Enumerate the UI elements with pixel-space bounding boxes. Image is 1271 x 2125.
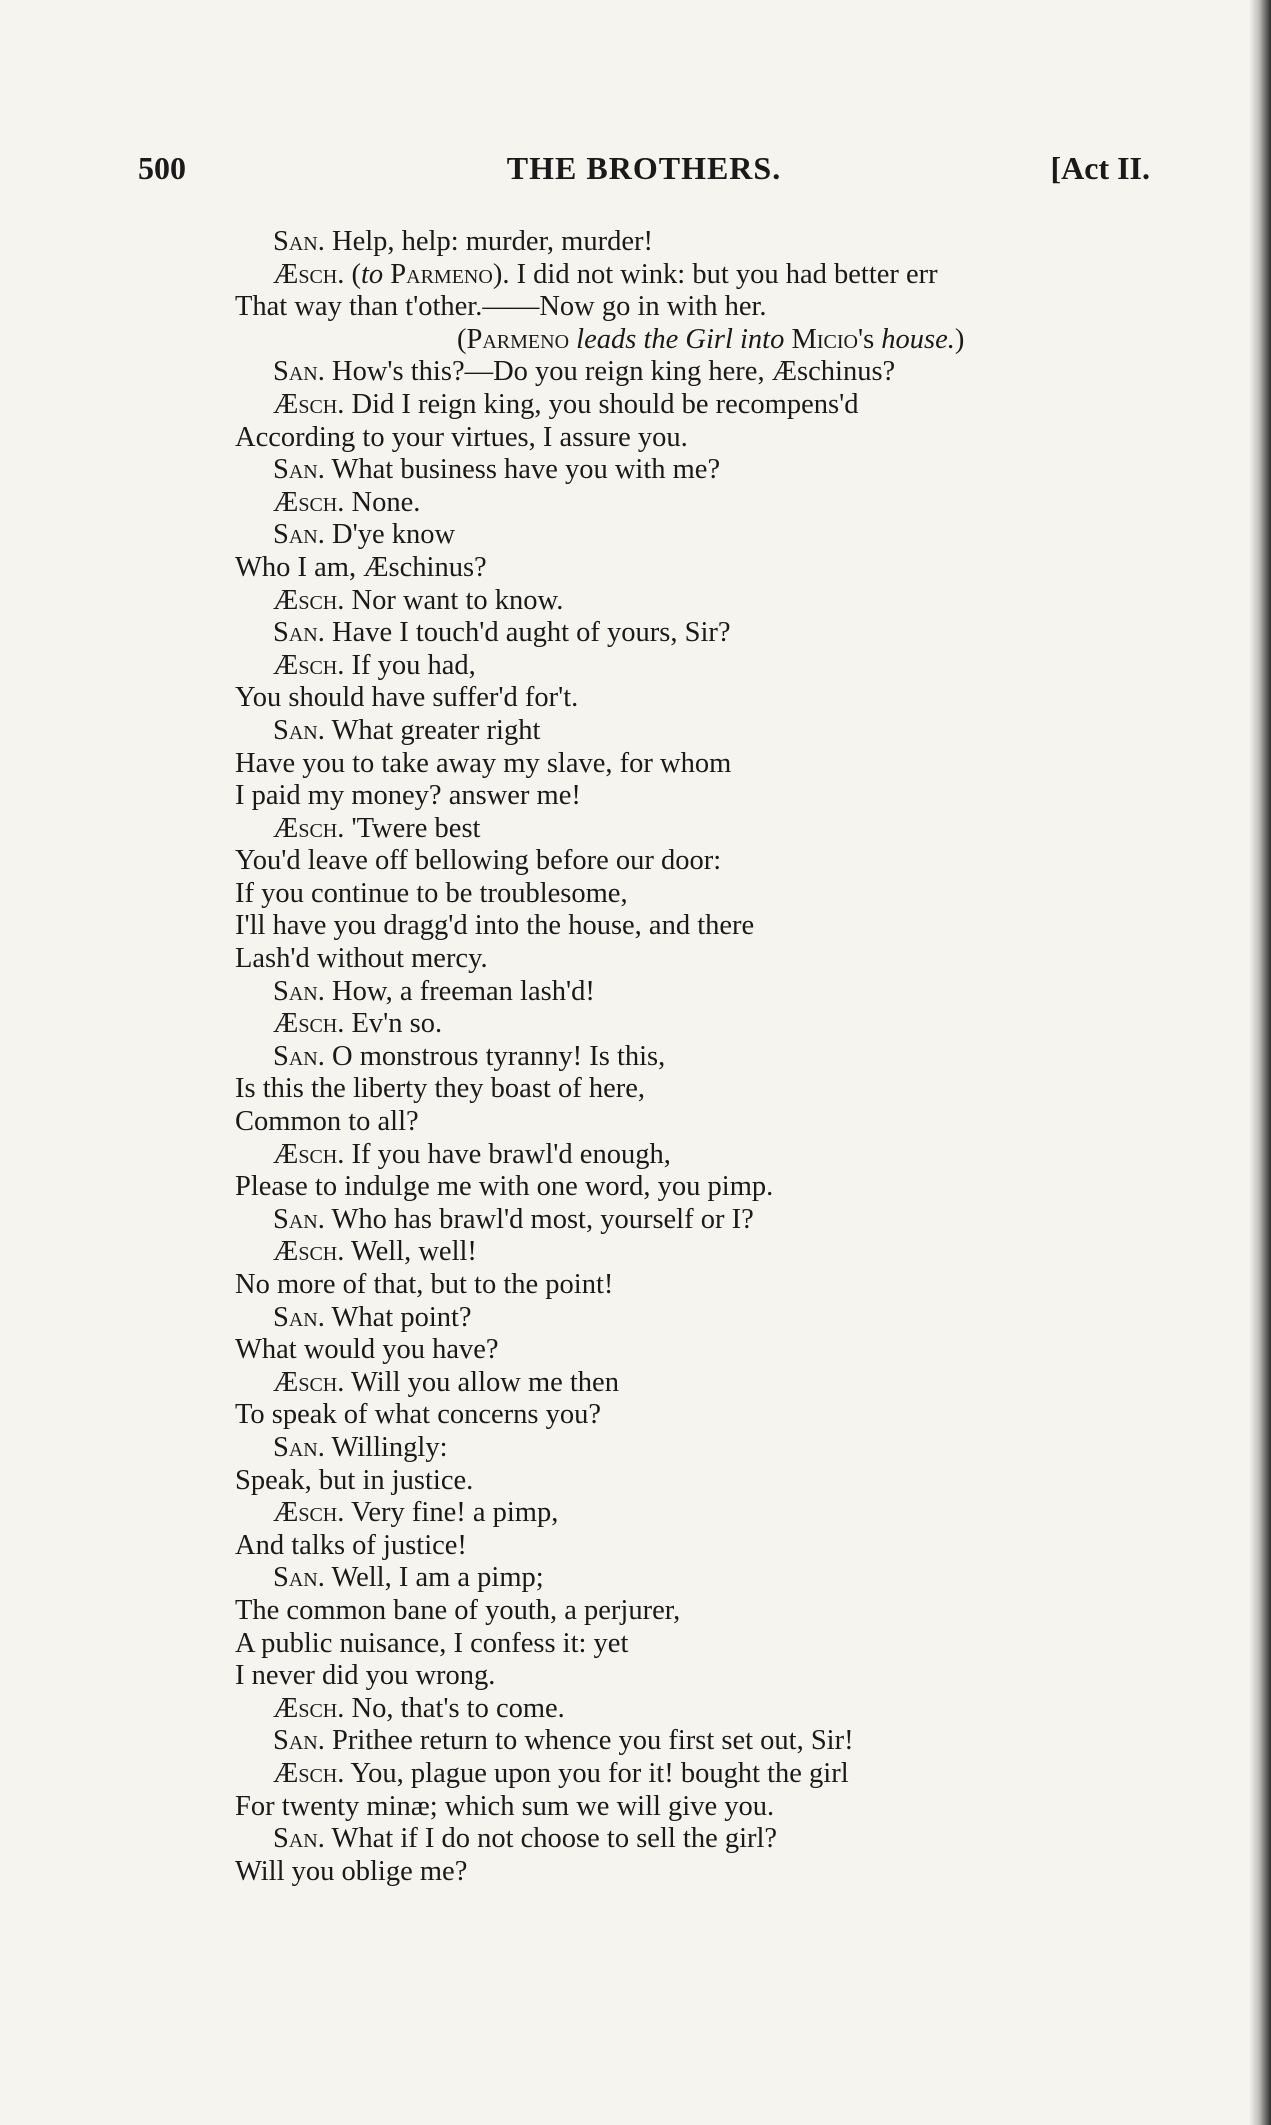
dialogue-line [235,454,1165,487]
dialogue-line [235,1856,1165,1889]
dialogue-line [235,715,1165,748]
dialogue-line [235,650,1165,683]
speaker-name: San. [273,1040,325,1072]
line-text: Willingly: [324,1431,448,1463]
speaker-name: Æsch. [273,1757,345,1789]
line-text: For twenty minæ; which sum we will give you. [235,1790,775,1822]
line-text: Will you oblige me? [235,1855,468,1887]
line-text: None. [344,486,421,518]
dialogue-line [235,1465,1165,1498]
dialogue-line [235,1725,1165,1758]
speaker-name: San. [273,1823,325,1855]
line-text: Have I touch'd aught of yours, Sir? [324,617,731,649]
dialogue-text [235,226,1165,1888]
line-text: You should have suffer'd for't. [235,682,579,714]
line-text: Who has brawl'd most, yourself or I? [324,1203,754,1235]
line-text: Help, help: murder, murder! [324,226,653,257]
line-text: What if I do not choose to sell the girl? [324,1823,778,1855]
dialogue-line [235,552,1165,585]
line-text: Who I am, Æschinus? [235,551,487,583]
dialogue-line [235,519,1165,552]
dialogue-line [235,1791,1165,1824]
dialogue-line [235,226,1165,259]
dialogue-line [235,1367,1165,1400]
line-text: Ev'n so. [344,1008,443,1040]
line-text: O monstrous tyranny! Is this, [324,1040,666,1072]
line-text: ( [344,258,361,290]
speaker-name: San. [273,1203,325,1235]
speaker-name: Æsch. [273,584,345,616]
dialogue-line [235,878,1165,911]
dialogue-line [235,1432,1165,1465]
speaker-name: Æsch. [273,1236,345,1268]
line-text: 's [857,323,882,355]
dialogue-line [235,356,1165,389]
line-text: ) [954,323,965,355]
dialogue-line [235,1236,1165,1269]
line-text: How, a freeman lash'd! [324,975,595,1007]
line-text: What greater right [324,714,541,746]
speaker-name: San. [273,356,325,388]
dialogue-line [235,389,1165,422]
line-text: Well, well! [344,1236,477,1268]
dialogue-line [235,1693,1165,1726]
dialogue-line [235,1008,1165,1041]
speaker-name: Æsch. [273,258,345,290]
line-text: Lash'd without mercy. [235,943,488,975]
line-text: house. [881,323,955,355]
speaker-name: San. [273,226,325,257]
dialogue-line [235,585,1165,618]
speaker-name: San. [273,714,325,746]
speaker-name: Æsch. [273,388,345,420]
dialogue-line [235,1139,1165,1172]
line-text: No, that's to come. [344,1692,565,1724]
speaker-name: San. [273,454,325,486]
dialogue-line [235,1823,1165,1856]
dialogue-line [235,1106,1165,1139]
line-text: What business have you with me? [324,454,721,486]
line-text: Common to all? [235,1106,419,1138]
speaker-name: San. [273,1562,325,1594]
line-text: Will you allow me then [344,1366,619,1398]
speaker-name: Æsch. [273,1497,345,1529]
line-text: Well, I am a pimp; [324,1562,544,1594]
dialogue-line [235,1269,1165,1302]
line-text: If you continue to be troublesome, [235,877,628,909]
speaker-name: Æsch. [273,1692,345,1724]
dialogue-line [235,487,1165,520]
running-header [138,150,1150,190]
dialogue-line [235,780,1165,813]
page-number: 500 [138,150,186,186]
line-text: No more of that, but to the point! [235,1269,614,1300]
dialogue-line [235,1302,1165,1335]
dialogue-line [235,1660,1165,1693]
dialogue-line [235,1530,1165,1563]
line-text: ). I did not wink: but you had better err [492,258,938,290]
dialogue-line [235,845,1165,878]
dialogue-line [235,1041,1165,1074]
speaker-name: Æsch. [273,1366,345,1398]
line-text: Please to indulge me with one word, you pimp. [235,1171,774,1203]
speaker-name: San. [273,1301,325,1333]
speaker-name: San. [273,1431,325,1463]
line-text: Have you to take away my slave, for whom [235,747,732,779]
line-text: Very fine! a pimp, [344,1497,559,1529]
line-text: What point? [324,1301,472,1333]
line-text: The common bane of youth, a perjurer, [235,1594,681,1626]
line-text: Did I reign king, you should be recompens'd [344,388,859,420]
speaker-name: San. [273,519,325,551]
speaker-name: San. [273,1725,325,1757]
dialogue-line [235,1334,1165,1367]
speaker-name: Parmeno [466,323,570,355]
dialogue-line [235,682,1165,715]
dialogue-line [235,259,1165,292]
stage-direction-line [235,324,1165,357]
dialogue-line [235,1399,1165,1432]
line-text: ( [457,323,467,355]
speaker-name: Æsch. [273,649,345,681]
line-text: According to your virtues, I assure you. [235,421,688,453]
dialogue-line [235,943,1165,976]
line-text: And talks of justice! [235,1529,467,1561]
dialogue-line [235,422,1165,455]
speaker-name: Æsch. [273,1008,345,1040]
dialogue-line [235,291,1165,324]
speaker-name: Æsch. [273,1138,345,1170]
line-text: Nor want to know. [344,584,564,616]
line-text: to [361,258,384,290]
line-text: Speak, but in justice. [235,1464,474,1496]
dialogue-line [235,976,1165,1009]
dialogue-line [235,1204,1165,1237]
act-label: [Act II. [1050,150,1150,186]
dialogue-line [235,1595,1165,1628]
dialogue-line [235,1497,1165,1530]
dialogue-line [235,1628,1165,1661]
dialogue-line [235,910,1165,943]
line-text: I never did you wrong. [235,1660,496,1692]
dialogue-line [235,1073,1165,1106]
dialogue-line [235,813,1165,846]
speaker-name: Æsch. [273,812,345,844]
dialogue-line [235,1758,1165,1791]
dialogue-line [235,617,1165,650]
line-text: You'd leave off bellowing before our door: [235,845,722,877]
dialogue-line [235,1171,1165,1204]
line-text: I'll have you dragg'd into the house, and there [235,910,755,942]
dialogue-line [235,748,1165,781]
page-edge-shadow [1249,0,1271,2125]
dialogue-line [235,1562,1165,1595]
line-text: If you had, [344,649,476,681]
line-text: I paid my money? answer me! [235,780,581,812]
line-text: 'Twere best [344,812,481,844]
speaker-name: Parmeno [390,258,493,290]
line-text: How's this?—Do you reign king here, Æschinus? [324,356,896,388]
speaker-name: Æsch. [273,486,345,518]
line-text: A public nuisance, I confess it: yet [235,1627,629,1659]
line-text: You, plague upon you for it! bought the girl [344,1757,849,1789]
speaker-name: Micio [791,323,858,355]
line-text: What would you have? [235,1334,499,1366]
line-text: D'ye know [324,519,456,551]
running-title: THE BROTHERS. [506,150,782,186]
line-text: If you have brawl'd enough, [344,1138,671,1170]
speaker-name: San. [273,975,325,1007]
speaker-name: San. [273,617,325,649]
line-text: To speak of what concerns you? [235,1399,602,1431]
line-text: Prithee return to whence you first set out, Sir! [324,1725,854,1757]
line-text: Is this the liberty they boast of here, [235,1073,645,1105]
line-text: That way than t'other.——Now go in with her. [235,291,767,323]
line-text: leads the Girl into [576,323,785,355]
